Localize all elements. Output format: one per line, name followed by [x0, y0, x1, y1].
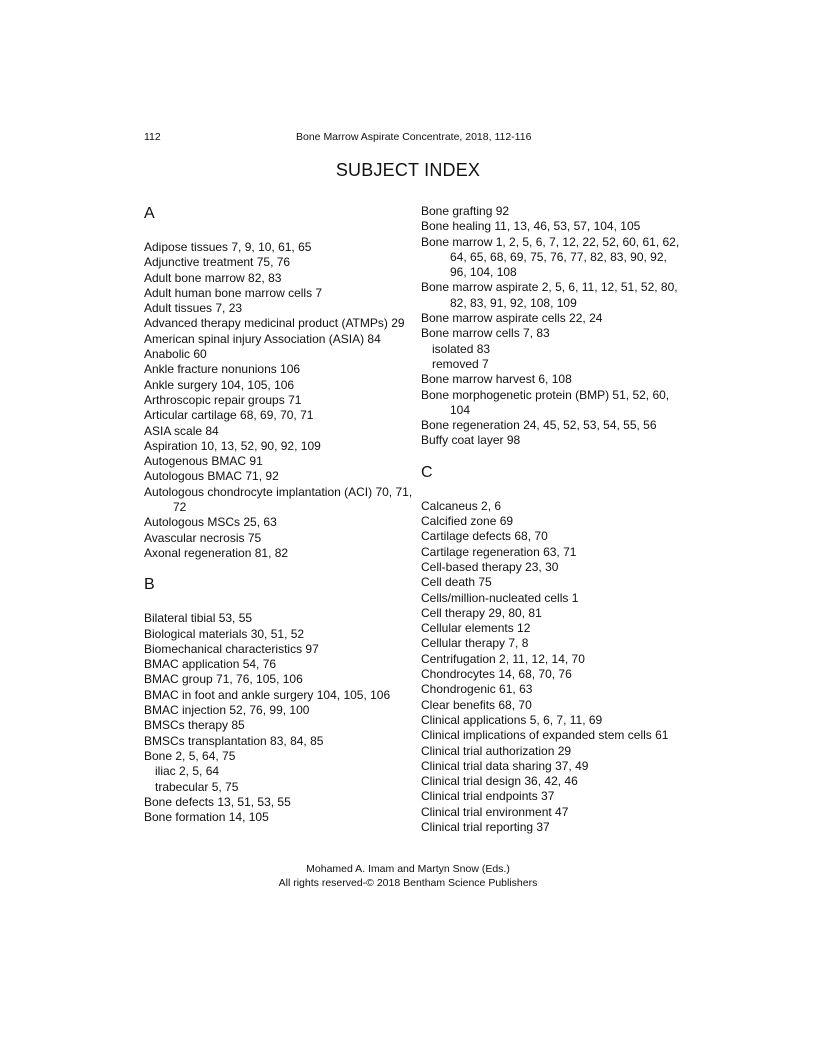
index-entry: Anabolic 60: [144, 347, 207, 362]
section-spacer: [144, 561, 414, 575]
index-entry: Clinical trial reporting 37: [421, 819, 550, 834]
section-spacer: [421, 449, 681, 463]
index-entry: Bilateral tibial 53, 55: [144, 611, 253, 626]
index-entry: Clinical implications of expanded stem cells 61: [421, 728, 669, 743]
index-entry: Bone regeneration 24, 45, 52, 53, 54, 55, 56: [421, 418, 657, 433]
index-entry: Aspiration 10, 13, 52, 90, 92, 109: [144, 438, 321, 453]
index-entry: Clinical trial endpoints 37: [421, 789, 555, 804]
index-entry: Bone marrow aspirate 2, 5, 6, 11, 12, 51, 52, 80, 82, 83, 91, 92, 108, 109: [421, 280, 678, 310]
index-entry: Bone marrow aspirate cells 22, 24: [421, 311, 603, 326]
section-letter: A: [144, 205, 155, 222]
index-entry: Adjunctive treatment 75, 76: [144, 255, 291, 270]
running-header: [144, 131, 672, 147]
index-entry: Bone grafting 92: [421, 204, 510, 218]
index-entry: Clinical trial data sharing 37, 49: [421, 758, 589, 773]
index-entry: BMAC application 54, 76: [144, 657, 277, 672]
index-entry: Cellular elements 12: [421, 621, 531, 636]
index-entry: Autologous BMAC 71, 92: [144, 469, 279, 484]
index-entry: Avascular necrosis 75: [144, 530, 262, 545]
index-subentry: iliac 2, 5, 64: [155, 764, 220, 779]
index-entry: Bone formation 14, 105: [144, 810, 269, 825]
running-head: Bone Marrow Aspirate Concentrate, 2018, 112-116: [296, 131, 532, 143]
index-entry: Biomechanical characteristics 97: [144, 641, 319, 656]
index-entry: Cartilage regeneration 63, 71: [421, 544, 577, 559]
index-entry: Bone marrow 1, 2, 5, 6, 7, 12, 22, 52, 60, 61, 62, 64, 65, 68, 69, 75, 76, 77, 82, 83, 90, 92, 96, 104, 108: [421, 234, 680, 280]
index-entry: BMAC injection 52, 76, 99, 100: [144, 703, 310, 718]
index-entry: Calcaneus 2, 6: [421, 498, 502, 513]
index-entry: BMSCs transplantation 83, 84, 85: [144, 733, 324, 748]
index-entry: Ankle fracture nonunions 106: [144, 362, 301, 377]
index-entry: Bone marrow harvest 6, 108: [421, 372, 572, 387]
index-entry: Autologous MSCs 25, 63: [144, 515, 277, 530]
index-entry: BMAC in foot and ankle surgery 104, 105, 106: [144, 687, 391, 702]
footer-editors: Mohamed A. Imam and Martyn Snow (Eds.): [306, 863, 510, 875]
index-entry: Bone 2, 5, 64, 75: [144, 748, 236, 763]
index-column-left: [144, 204, 414, 825]
index-entry: Adult bone marrow 82, 83: [144, 270, 282, 285]
index-entry: Clinical trial design 36, 42, 46: [421, 774, 578, 789]
index-entry: Calcified zone 69: [421, 514, 514, 529]
index-entry: Cell therapy 29, 80, 81: [421, 605, 542, 620]
index-entry: Buffy coat layer 98: [421, 433, 521, 448]
index-entry: Clear benefits 68, 70: [421, 697, 532, 712]
index-entry: Centrifugation 2, 11, 12, 14, 70: [421, 651, 585, 666]
index-entry: Adult human bone marrow cells 7: [144, 285, 323, 300]
page-number: 112: [144, 131, 161, 143]
footer-copyright: All rights reserved-© 2018 Bentham Science Publishers: [278, 877, 538, 889]
index-entry: Articular cartilage 68, 69, 70, 71: [144, 408, 314, 423]
index-entry: Clinical trial environment 47: [421, 804, 569, 819]
index-entry: BMSCs therapy 85: [144, 718, 245, 733]
index-entry: Autologous chondrocyte implantation (ACI) 70, 71, 72: [144, 484, 413, 515]
index-entry: Chondrogenic 61, 63: [421, 682, 533, 697]
index-entry: American spinal injury Association (ASIA) 84: [144, 331, 381, 346]
page-title: SUBJECT INDEX: [335, 160, 481, 180]
index-entry: Cartilage defects 68, 70: [421, 529, 548, 544]
index-entry: Bone healing 11, 13, 46, 53, 57, 104, 105: [421, 219, 641, 234]
section-spacer: [144, 226, 414, 240]
section-letter: B: [144, 576, 155, 594]
index-entry: Cell death 75: [421, 575, 492, 590]
index-column-right: [421, 204, 681, 835]
index-entry: Cells/million-nucleated cells 1: [421, 590, 579, 605]
index-subentry: isolated 83: [432, 341, 491, 356]
index-entry: Clinical applications 5, 6, 7, 11, 69: [421, 712, 603, 727]
section-spacer: [421, 485, 681, 499]
index-entry: Bone defects 13, 51, 53, 55: [144, 794, 291, 809]
index-subentry: removed 7: [432, 356, 489, 371]
section-spacer: [144, 597, 414, 611]
index-entry: Bone morphogenetic protein (BMP) 51, 52, 60, 104: [421, 387, 670, 417]
index-entry: Chondrocytes 14, 68, 70, 76: [421, 667, 572, 682]
index-entry: BMAC group 71, 76, 105, 106: [144, 672, 303, 687]
index-subentry: trabecular 5, 75: [155, 779, 239, 794]
index-entry: Ankle surgery 104, 105, 106: [144, 377, 295, 392]
index-entry: Advanced therapy medicinal product (ATMPs) 29: [144, 316, 405, 331]
index-entry: ASIA scale 84: [144, 423, 219, 438]
index-entry: Clinical trial authorization 29: [421, 743, 572, 758]
index-entry: Arthroscopic repair groups 71: [144, 392, 302, 407]
index-entry: Adult tissues 7, 23: [144, 301, 243, 316]
index-entry: Bone marrow cells 7, 83: [421, 326, 550, 341]
index-entry: Biological materials 30, 51, 52: [144, 626, 305, 641]
index-entry: Cell-based therapy 23, 30: [421, 559, 559, 574]
index-entry: Axonal regeneration 81, 82: [144, 545, 289, 560]
index-entry: Cellular therapy 7, 8: [421, 636, 529, 651]
index-entry: Autogenous BMAC 91: [144, 454, 263, 469]
footer: [0, 862, 816, 890]
index-entry: Adipose tissues 7, 9, 10, 61, 65: [144, 240, 312, 254]
section-letter: C: [421, 463, 433, 481]
